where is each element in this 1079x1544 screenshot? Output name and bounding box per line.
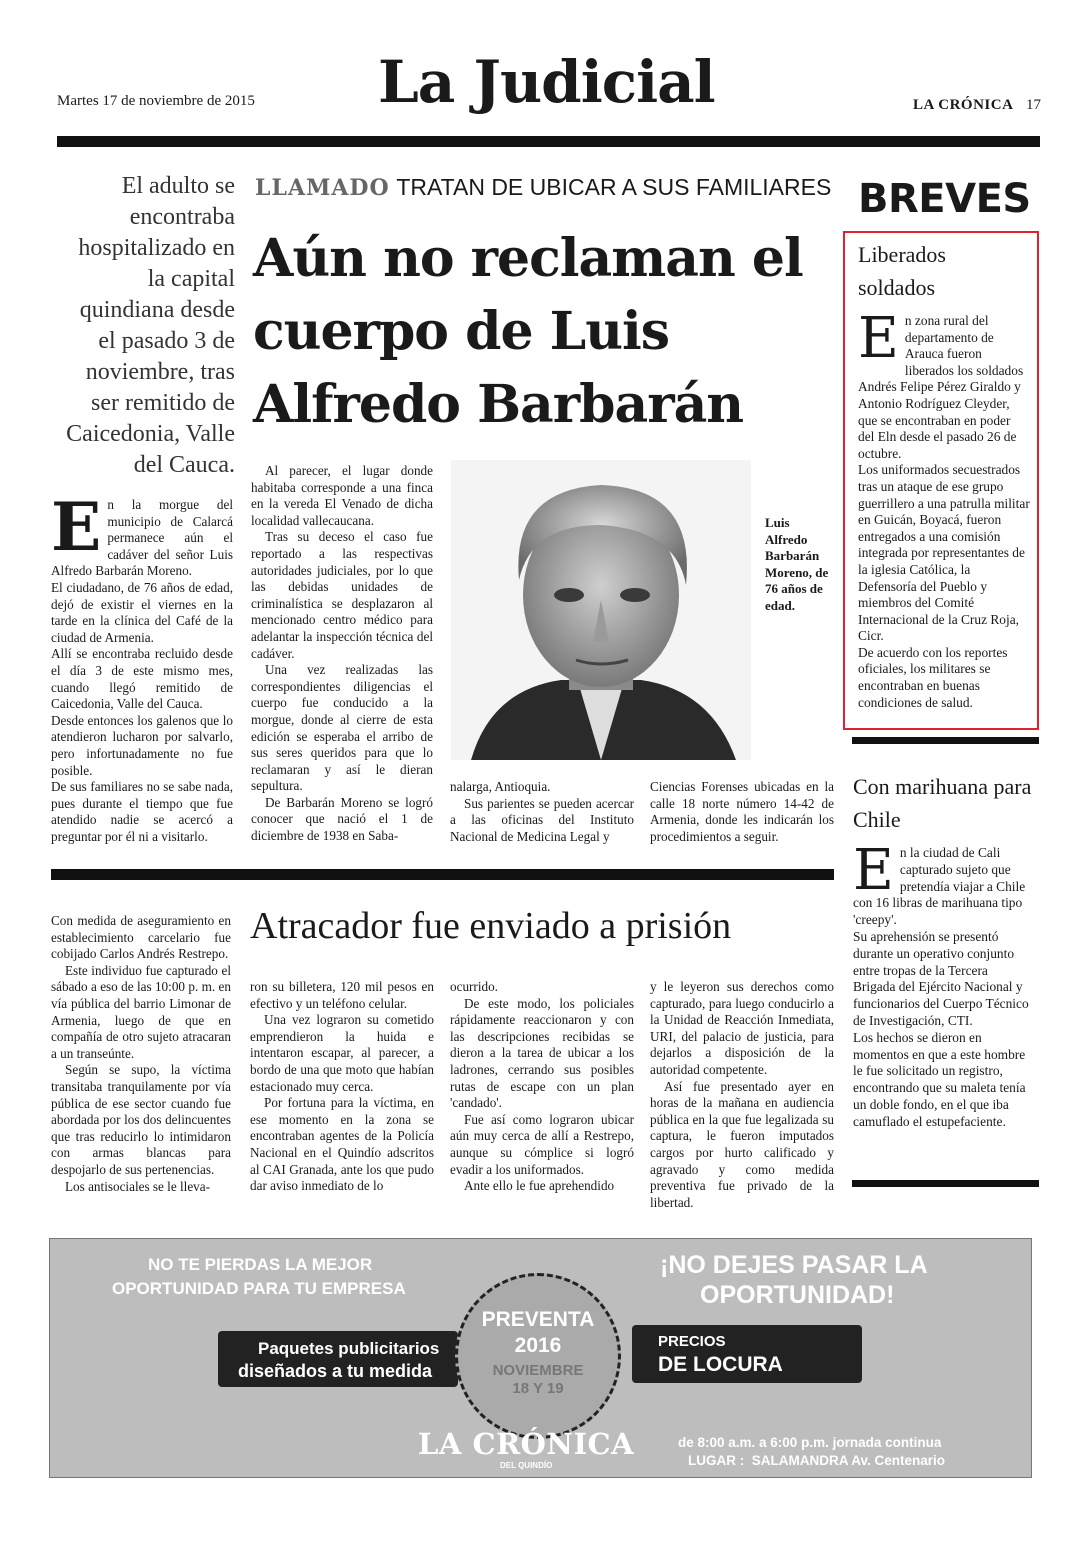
second-column-1 [51,913,231,1195]
second-c1-p2: Este individuo fue capturado el sábado a eso de las 10:00 p. m. en vía pública del barrio Limonar de Armenia, luego de que en compañía de otro sujeto atracaran a un transeúnte. [51,962,231,1061]
lead-col1-p1: n la morgue del municipio de Calarcá permanece aún el cadáver del señor Luis Alfredo Barbarán Moreno. [51,497,233,579]
second-c3-p4: Ante ello le fue aprehendido [464,1178,615,1194]
breve-1-p3: De acuerdo con los reportes oficiales, los militares se encontraban en buenas condiciones de salud. [858,644,1008,710]
page-number: 17 [1026,97,1041,113]
second-c3-p2: De este modo, los policiales rápidamente reaccionaron y con las descripciones recibidas se dieron a la tarea de ubicar a los ladrones, cerrando sus posibles rutas de escape con un plan 'candado'. [450,995,634,1111]
breve-2-drop-cap: E [853,838,894,903]
kicker-rest: TRATAN DE UBICAR A SUS FAMILIARES [396,174,832,200]
preventa-circle [455,1273,621,1439]
second-column-4 [650,979,834,1211]
lead-col1-p3: Allí se encontraba recluido desde el día 3 de este mismo mes, cuando llegó remitido de Caicedonia, Valle del Cauca. [51,646,233,712]
breves-title: BREVES [858,176,1031,222]
ad-left-box-line-1: Paquetes publicitarios [258,1339,440,1358]
ad-right-heading-2: OPORTUNIDAD! [700,1281,895,1309]
second-column-3 [450,979,634,1195]
ad-hours: de 8:00 a.m. a 6:00 p.m. jornada continua [678,1435,942,1450]
lead-column-3 [450,779,634,845]
lead-col4-p1: Ciencias Forenses ubicadas en la calle 18 norte número 14-42 de Armenia, donde les indicarán los procedimientos a seguir. [650,779,834,844]
header-rule [57,136,1040,147]
ad-left-heading-1: NO TE PIERDAS LA MEJOR [148,1255,373,1274]
preventa-month: NOVIEMBRE [492,1362,584,1379]
drop-cap: E [51,488,102,566]
header-date: Martes 17 de noviembre de 2015 [57,93,255,109]
breve-2-title: Con marihuana para Chile [853,774,1032,832]
lead-headline: Aún no reclaman el cuerpo de Luis Alfredo Barbarán [253,228,803,435]
ad-right-box-line-1: PRECIOS [658,1333,726,1350]
breve-1-p2: Los uniformados secuestrados tras un ataque de ese grupo guerrillero a una patrulla militar en Guicán, Boyacá, fueron entregados a una comisión integrada por representantes de la iglesia Católica, la Defensoría del Pueblo y miembros del Comité Internacional de la Cruz Roja, Cicr. [858,462,1030,644]
second-column-2 [250,979,434,1195]
second-headline: Atracador fue enviado a prisión [250,905,732,947]
lead-col1-p5: De sus familiares no se sabe nada, pues durante el tiempo que fue atendido nadie se acercó a preguntar por él ni a visitarlo. [51,779,233,844]
lead-col3-p1: nalarga, Antioquia. [450,779,551,794]
breve-1-p1: n zona rural del departamento de Arauca fueron liberados los soldados Andrés Felipe Pérez Giraldo y Antonio Rodríguez Cleyder, que se encontraban en poder del Eln desde el pasado 26 de octubre. [858,313,1024,461]
kicker-word: LLAMADO [255,175,390,201]
ad-logo-subtitle: DEL QUINDÍO [500,1461,553,1470]
ad-location: LUGAR : SALAMANDRA Av. Centenario [688,1453,946,1468]
lead-col2-p3: Una vez realizadas las correspondientes diligencias el cuerpo fue conducido a la morgue, donde al cierre de esta edición se esperaba el arribo de sus seres queridos para que lo reclamaran y así le dieran sepultura. [251,662,433,794]
second-c3-p1: ocurrido. [450,979,498,994]
ad-left-heading-2: OPORTUNIDAD PARA TU EMPRESA [112,1279,406,1298]
lead-col2-p1: Al parecer, el lugar donde habitaba corresponde a una finca en la vereda El Venado de dicha localidad vallecaucana. [251,463,433,528]
lead-column-1 [51,488,233,845]
preventa-label: PREVENTA [481,1308,595,1331]
breve-2-p2: Su aprehensión se presentó durante un operativo conjunto entre tropas de la Tercera Brigada del Ejército Nacional y funcionarios del Cuerpo Técnico de Investigación, CTI. [853,928,1029,1028]
ad-logo: LA CRÓNICA [418,1427,635,1461]
breve-1-drop-cap: E [858,306,899,371]
lead-column-4 [650,779,834,845]
ad-right-heading-1: ¡NO DEJES PASAR LA [660,1251,928,1279]
breve-2-p1: n la ciudad de Cali capturado sujeto que pretendía viajar a Chile con 16 libras de marihuana tipo 'creepy'. [853,845,1026,928]
photo-caption: Luis Alfredo Barbarán Moreno, de 76 años de edad. [765,515,829,613]
lead-kicker [255,174,845,202]
lead-column-2 [251,463,433,845]
second-c1-p1: Con medida de aseguramiento en establecimiento carcelario fue cobijado Carlos Andrés Restrepo. [51,913,231,962]
ad-left-box [218,1331,458,1387]
preventa-days: 18 Y 19 [512,1380,564,1397]
second-c2-p3: Por fortuna para la víctima, en ese momento en la zona se encontraban agentes de la Policía Nacional en el Quindío adscritos al CAI Granada, ante los que pudo dar aviso inmediato de lo [250,1095,434,1194]
ad-right-box [632,1325,862,1383]
ad-left-box-line-2: diseñados a tu medida [238,1361,433,1381]
second-c1-p3: Según se supo, la víctima transitaba tranquilamente por vía pública de ese sector cuando fue abordada por los dos delincuentes que tras reducirlo lo intimidaron con armas blancas para despojarlo de sus pertenencias. [51,1062,231,1177]
second-c2-p2: Una vez lograron su cometido emprendieron la huida e intentaron escapar, al parecer, a bordo de una que moto que habían estacionado muy cerca. [250,1012,434,1094]
second-c2-p1: ron su billetera, 120 mil pesos en efectivo y un teléfono celular. [250,979,434,1011]
second-c4-p2: Así fue presentado ayer en horas de la mañana en audiencia pública en la que fue legalizada su captura, le fueron imputados cargos por hurto calificado y agravado y como medida preventiva fue privado de la libertad. [650,1078,834,1210]
breve-2-p3: Los hechos se dieron en momentos en que a este hombre le fue solicitado un registro, encontrando que su maleta tenía un doble fondo, en el que iba camuflado el estupefaciente. [853,1029,1026,1129]
lead-col2-p2: Tras su deceso el caso fue reportado a las respectivas autoridades judiciales, por lo que las debidas unidades de criminalística se desplazaron al mencionado centro médico para adelantar la inspección técnica del cadáver. [251,529,433,661]
breves-divider [852,737,1039,744]
second-c1-p4: Los antisociales se le lleva- [65,1178,211,1194]
lead-col1-p4: Desde entonces los galenos que lo atendieron lucharon por salvarlo, pero infortunadamente no fue posible. [51,712,233,778]
lead-col3-p2: Sus parientes se pueden acercar a las oficinas del Instituto Nacional de Medicina Legal y [450,795,634,844]
lead-summary: El adulto se encontraba hospitalizado en la capital quindiana desde el pasado 3 de noviembre, tras ser remitido de Caicedonia, Valle del Cauca. [66,173,235,478]
second-c4-p1: y le leyeron sus derechos como capturado, para luego conducirlo a la Unidad de Reacción Inmediata, URI, del palacio de justicia, para dejarlos a disposición de la autoridad competente. [650,979,834,1077]
preventa-advertisement [49,1238,1032,1478]
section-divider [51,869,834,880]
breve-2-body [853,838,1029,1131]
preventa-year: 2016 [514,1334,562,1357]
paper-name: LA CRÓNICA [913,97,1014,113]
lead-col1-p2: El ciudadano, de 76 años de edad, dejó de existir el viernes en la tarde en la clínica del Café de la ciudad de Armenia. [51,579,233,645]
breve-1-title: Liberados soldados [858,242,946,300]
second-c3-p3: Fue así como lograron ubicar aún muy cerca de allí a Restrepo, aunque su cómplice si logró evadir a los uniformados. [450,1111,634,1177]
section-title: La Judicial [378,48,715,116]
breve-1-body [858,306,1030,711]
lead-col2-p4: De Barbarán Moreno se logró conocer que nació el 1 de diciembre de 1938 en Saba- [251,794,433,844]
breves-bottom-rule [852,1180,1039,1187]
portrait-photo [451,460,751,760]
ad-right-box-line-2: DE LOCURA [658,1353,783,1376]
